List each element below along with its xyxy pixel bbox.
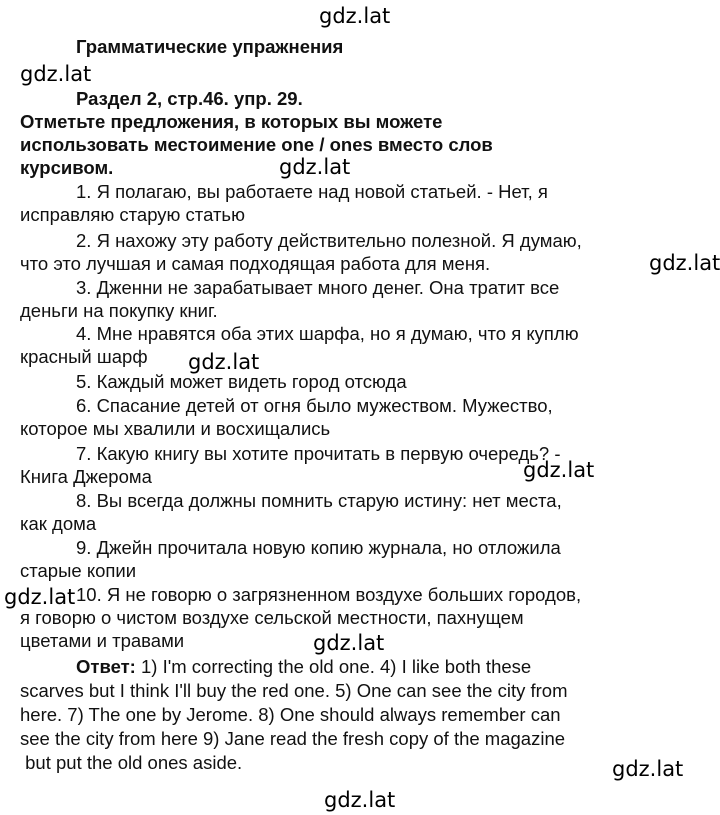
task-line: использовать местоимение one / ones вместо слов xyxy=(20,134,493,155)
watermark-text: gdz.lat xyxy=(324,788,396,812)
exercise-line: 4. Мне нравятся оба этих шарфа, но я думаю, что я куплю xyxy=(76,323,579,344)
exercise-line: 2. Я нахожу эту работу действительно полезной. Я думаю, xyxy=(76,230,582,251)
task-line: Отметьте предложения, в которых вы можете xyxy=(20,111,443,132)
exercise-line: 5. Каждый может видеть город отсюда xyxy=(76,371,407,392)
exercise-line: деньги на покупку книг. xyxy=(20,300,218,321)
watermark-text: gdz.lat xyxy=(188,350,260,374)
watermark-text: gdz.lat xyxy=(319,4,391,28)
exercise-line: 9. Джейн прочитала новую копию журнала, но отложила xyxy=(76,537,561,558)
answer-label: Ответ: xyxy=(76,656,136,677)
watermark-text: gdz.lat xyxy=(4,585,76,609)
section-title: Раздел 2, стр.46. упр. 29. xyxy=(76,88,303,109)
exercise-line: 10. Я не говорю о загрязненном воздухе больших городов, xyxy=(76,584,582,605)
answer-line: here. 7) The one by Jerome. 8) One should always remember can xyxy=(20,704,561,725)
exercise-line: цветами и травами xyxy=(20,630,185,651)
exercise-line: 8. Вы всегда должны помнить старую истину: нет места, xyxy=(76,490,562,511)
exercise-line: 6. Спасание детей от огня было мужеством. Мужество, xyxy=(76,395,553,416)
watermark-text: gdz.lat xyxy=(20,62,92,86)
exercise-line: Книга Джерома xyxy=(20,466,152,487)
watermark-text: gdz.lat xyxy=(279,155,351,179)
page-title: Грамматические упражнения xyxy=(76,36,344,57)
watermark-text: gdz.lat xyxy=(313,631,385,655)
exercise-line: 1. Я полагаю, вы работаете над новой статьей. - Нет, я xyxy=(76,181,548,202)
exercise-line: красный шарф xyxy=(20,346,148,367)
answer-line: scarves but I think I'll buy the red one. 5) One can see the city from xyxy=(20,680,568,701)
exercise-line: я говорю о чистом воздухе сельской местности, пахнущем xyxy=(20,607,524,628)
watermark-text: gdz.lat xyxy=(649,251,720,275)
exercise-line: 3. Дженни не зарабатывает много денег. Она тратит все xyxy=(76,277,560,298)
answer-text: 1) I'm correcting the old one. 4) I like both these xyxy=(135,656,532,677)
watermark-text: gdz.lat xyxy=(612,757,684,781)
exercise-line: 7. Какую книгу вы хотите прочитать в первую очередь? - xyxy=(76,443,561,464)
answer-line: but put the old ones aside. xyxy=(20,752,243,773)
watermark-text: gdz.lat xyxy=(523,458,595,482)
exercise-line: что это лучшая и самая подходящая работа для меня. xyxy=(20,253,491,274)
exercise-line: старые копии xyxy=(20,560,137,581)
answer-line: see the city from here 9) Jane read the fresh copy of the magazine xyxy=(20,728,566,749)
answer-first-line xyxy=(76,655,531,678)
task-line: курсивом. xyxy=(20,157,114,178)
exercise-line: исправляю старую статью xyxy=(20,204,245,225)
exercise-line: как дома xyxy=(20,513,97,534)
exercise-line: которое мы хвалили и восхищались xyxy=(20,418,331,439)
